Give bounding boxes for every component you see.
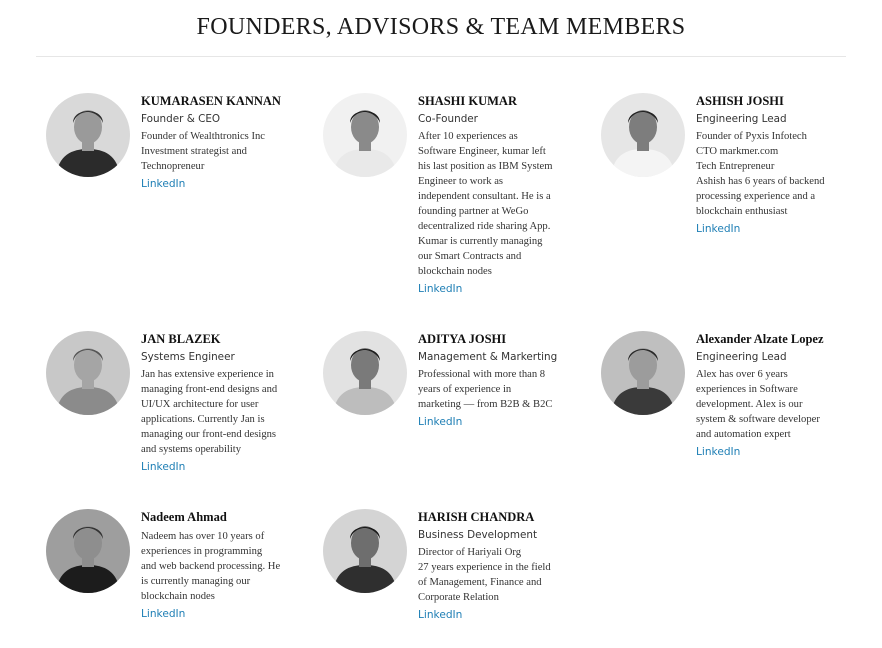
bio-line: blockchain nodes (141, 591, 215, 602)
bio-line: independent consultant. He is a (418, 191, 551, 202)
avatar (46, 93, 130, 177)
bio-line: is currently managing our (141, 576, 251, 587)
member-bio (696, 129, 825, 219)
bio-line: Director of Hariyali Org (418, 547, 522, 558)
avatar (601, 331, 685, 415)
member-info (418, 331, 557, 430)
member-name: JAN BLAZEK (141, 332, 221, 346)
member-info (141, 509, 280, 622)
linkedin-link[interactable]: LinkedIn (141, 608, 186, 620)
bio-line: blockchain nodes (418, 266, 492, 277)
member-bio (418, 545, 551, 605)
bio-line: and systems operability (141, 444, 242, 455)
avatar (323, 93, 407, 177)
member-bio (141, 529, 280, 604)
avatar (323, 509, 407, 593)
member-name: ADITYA JOSHI (418, 332, 507, 346)
bio-line: founding partner at WeGo (418, 206, 529, 217)
bio-line: Software Engineer, kumar left (418, 146, 546, 157)
bio-line: our Smart Contracts and (418, 251, 522, 262)
member-bio (418, 367, 557, 412)
member-bio (141, 129, 281, 174)
linkedin-link[interactable]: LinkedIn (696, 446, 741, 458)
member-role: Engineering Lead (696, 351, 787, 363)
avatar (601, 93, 685, 177)
linkedin-link[interactable]: LinkedIn (418, 416, 463, 428)
bio-line: Engineer to work as (418, 176, 504, 187)
bio-line: Jan has extensive experience in (141, 369, 274, 380)
member-info (696, 93, 825, 237)
bio-line: Professional with more than 8 (418, 369, 546, 380)
bio-line: processing experience and a (696, 191, 816, 202)
bio-line: applications. Currently Jan is (141, 414, 265, 425)
member-name: HARISH CHANDRA (418, 510, 535, 524)
bio-line: Founder of Wealthtronics Inc (141, 131, 265, 142)
bio-line: development. Alex is our (696, 399, 803, 410)
title-divider (36, 56, 846, 57)
member-info (141, 93, 281, 192)
bio-line: Kumar is currently managing (418, 236, 543, 247)
member-name: SHASHI KUMAR (418, 94, 517, 108)
bio-line: years of experience in (418, 384, 512, 395)
bio-line: managing front-end designs and (141, 384, 278, 395)
bio-line: managing our front-end designs (141, 429, 277, 440)
bio-line: After 10 experiences as (418, 131, 518, 142)
member-name: KUMARASEN KANNAN (141, 94, 281, 108)
member-info (696, 331, 824, 460)
linkedin-link[interactable]: LinkedIn (418, 609, 463, 621)
member-name: ASHISH JOSHI (696, 94, 784, 108)
linkedin-link[interactable]: LinkedIn (141, 461, 186, 473)
bio-line: experiences in Software (696, 384, 798, 395)
linkedin-link[interactable]: LinkedIn (696, 223, 741, 235)
member-info (141, 331, 277, 475)
page-title: FOUNDERS, ADVISORS & TEAM MEMBERS (196, 14, 686, 40)
bio-line: blockchain enthusiast (696, 206, 788, 217)
bio-line: Corporate Relation (418, 592, 499, 603)
bio-line: marketing — from B2B & B2C (418, 399, 553, 410)
member-bio (418, 129, 553, 279)
bio-line: system & software developer (696, 414, 820, 425)
bio-line: Founder of Pyxis Infotech (696, 131, 807, 142)
bio-line: Investment strategist and (141, 146, 247, 157)
bio-line: Alex has over 6 years (696, 369, 788, 380)
linkedin-link[interactable]: LinkedIn (141, 178, 186, 190)
bio-line: Technopreneur (141, 161, 205, 172)
member-name: Alexander Alzate Lopez (696, 332, 824, 346)
bio-line: his last position as IBM System (418, 161, 553, 172)
bio-line: UI/UX architecture for user (141, 399, 259, 410)
member-role: Management & Markerting (418, 351, 558, 363)
bio-line: Nadeem has over 10 years of (141, 531, 265, 542)
member-info (418, 93, 553, 297)
member-role: Co-Founder (418, 113, 478, 125)
member-bio (141, 367, 277, 457)
linkedin-link[interactable]: LinkedIn (418, 283, 463, 295)
member-bio (696, 367, 824, 442)
avatar (323, 331, 407, 415)
member-role: Systems Engineer (141, 351, 235, 363)
member-role: Engineering Lead (696, 113, 787, 125)
avatar (46, 509, 130, 593)
member-role: Founder & CEO (141, 113, 221, 125)
bio-line: Tech Entrepreneur (696, 161, 775, 172)
bio-line: and web backend processing. He (141, 561, 281, 572)
member-name: Nadeem Ahmad (141, 510, 227, 524)
bio-line: and automation expert (696, 429, 791, 440)
bio-line: experiences in programming (141, 546, 263, 557)
member-role: Business Development (418, 529, 538, 541)
bio-line: Ashish has 6 years of backend (696, 176, 825, 187)
bio-line: CTO markmer.com (696, 146, 779, 157)
bio-line: 27 years experience in the field (418, 562, 551, 573)
avatar (46, 331, 130, 415)
bio-line: decentralized ride sharing App. (418, 221, 551, 232)
member-info (418, 509, 551, 623)
bio-line: of Management, Finance and (418, 577, 542, 588)
